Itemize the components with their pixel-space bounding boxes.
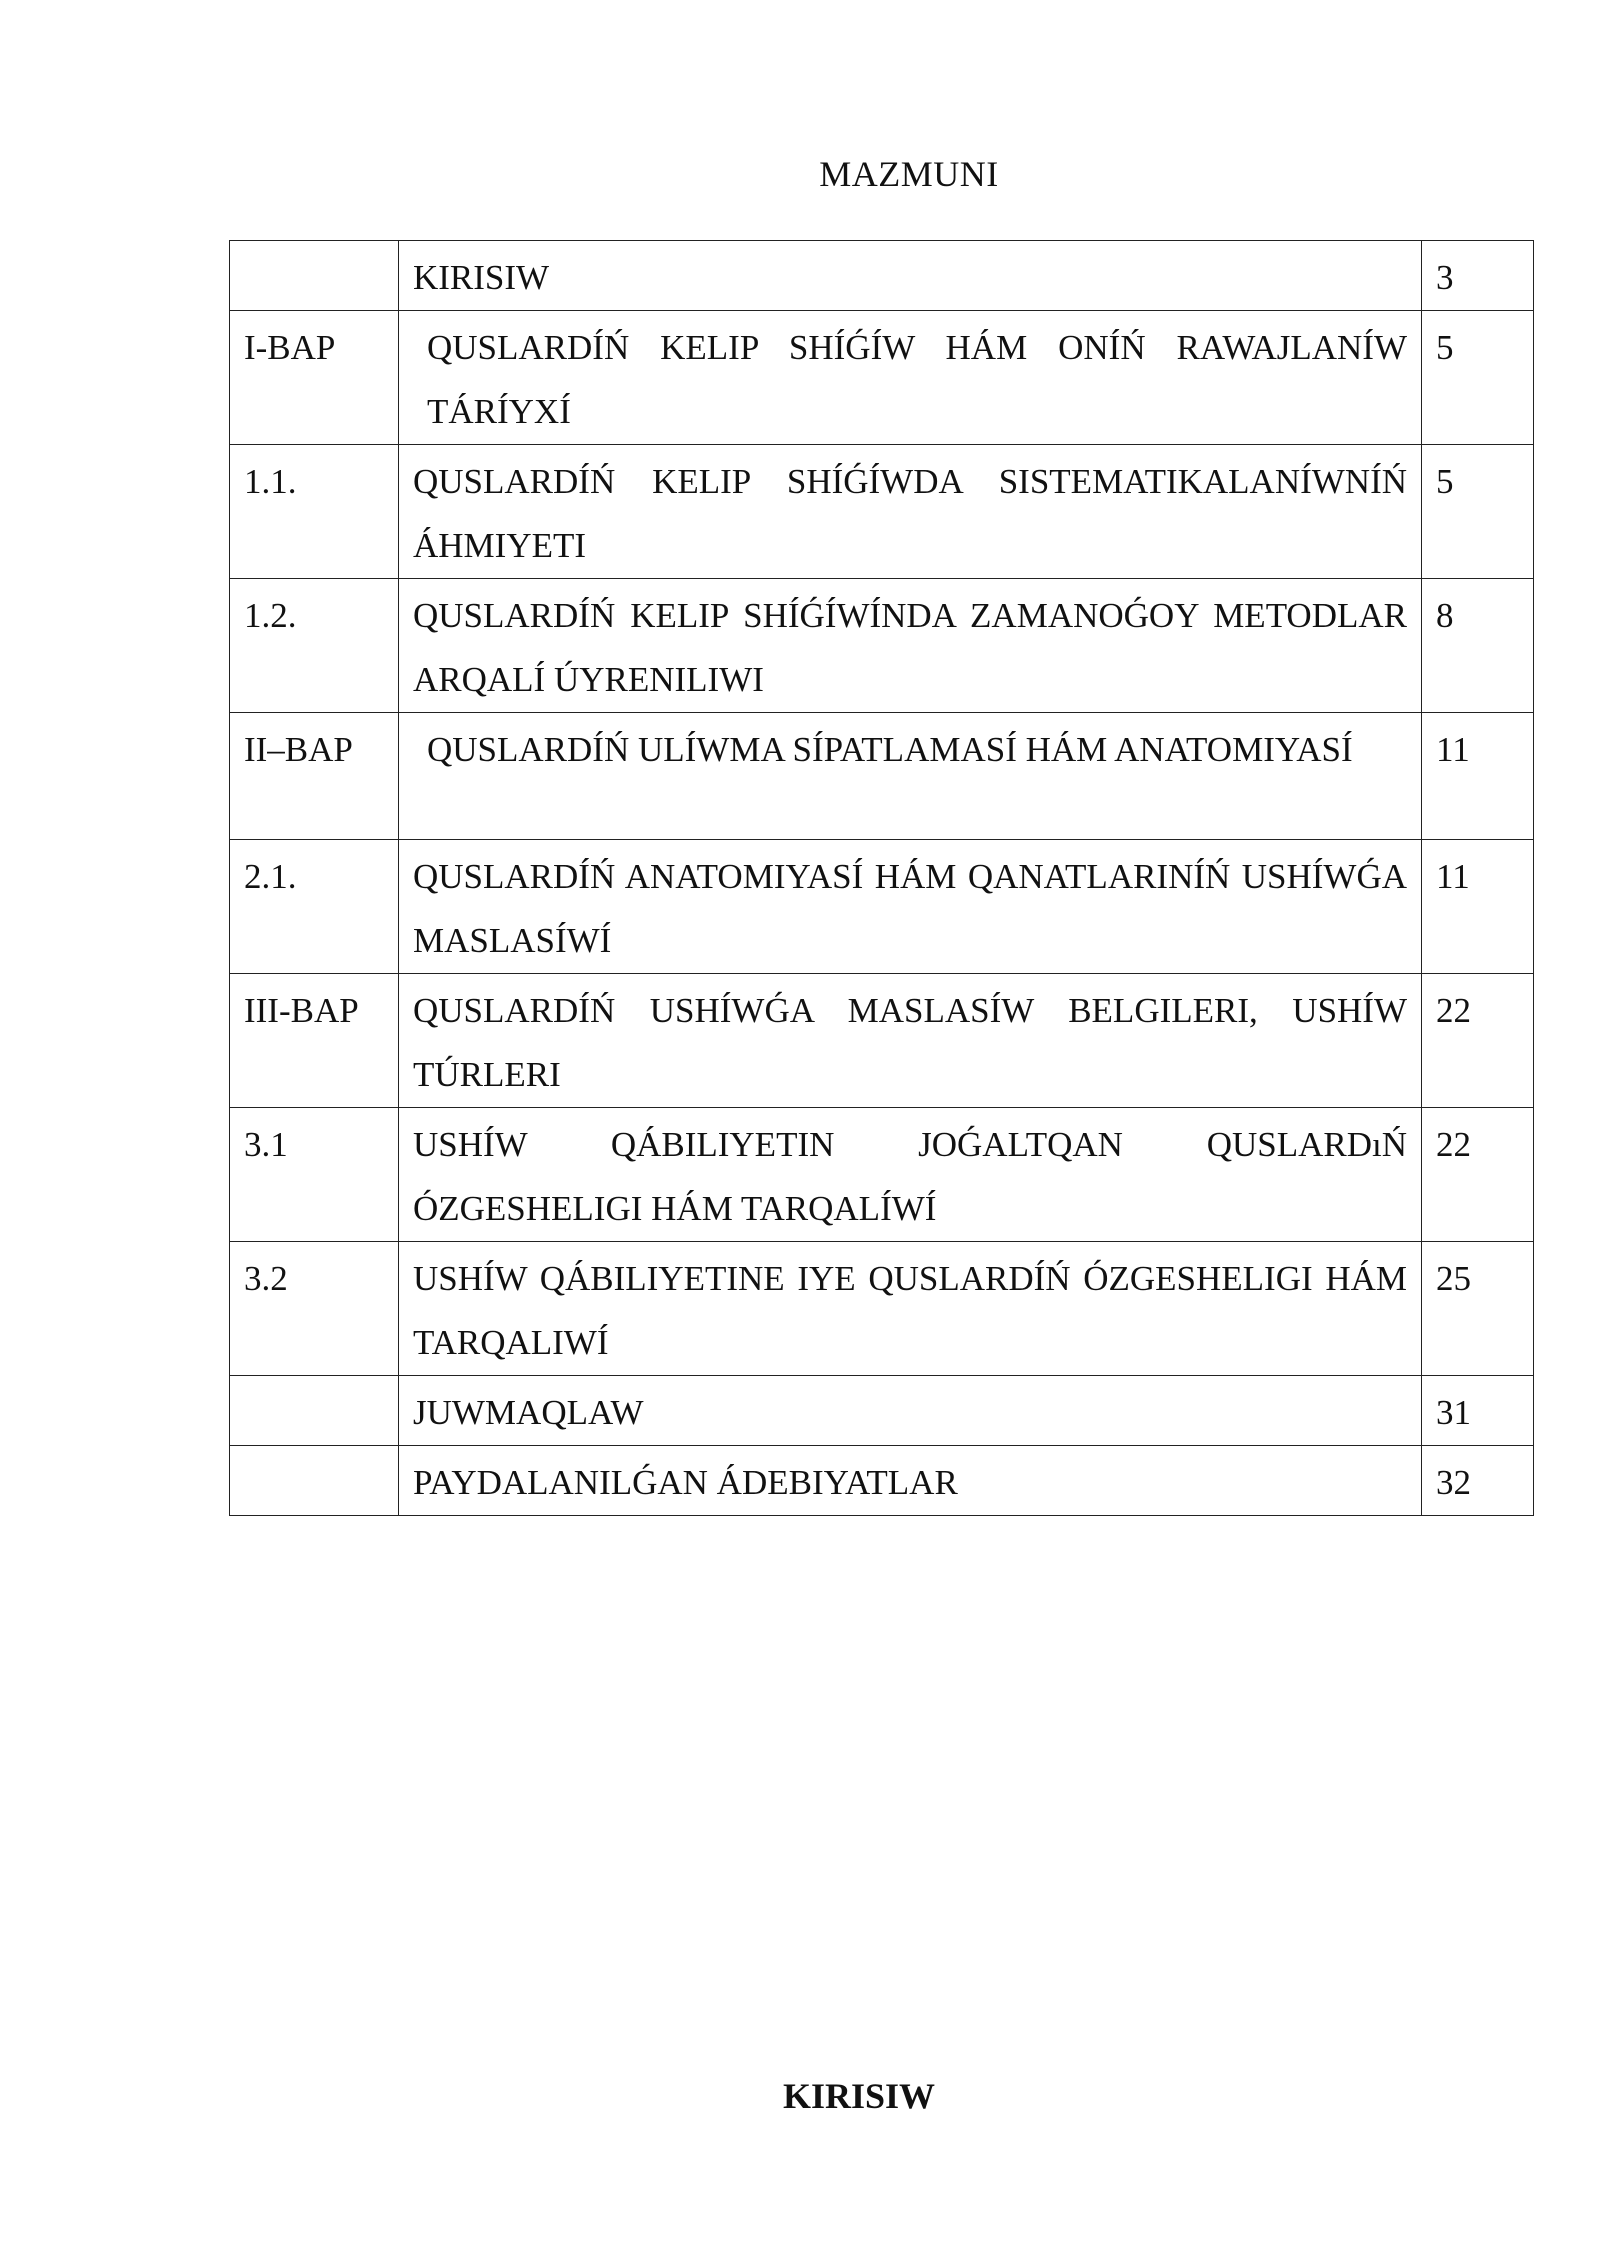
toc-number: 2.1. bbox=[230, 840, 399, 974]
toc-row-introduction bbox=[230, 241, 1534, 311]
toc-title: QUSLARDÍŃ KELIP SHÍǴÍWÍNDA ZAMANOǴOY METODLAR ARQALÍ ÚYRENILIWI bbox=[399, 579, 1422, 713]
toc-number: II–BAP bbox=[230, 713, 399, 840]
toc-row-section-1-1 bbox=[230, 445, 1534, 579]
toc-title: PAYDALANILǴAN ÁDEBIYATLAR bbox=[399, 1446, 1422, 1516]
toc-row-section-3-2 bbox=[230, 1242, 1534, 1376]
toc-number: 1.2. bbox=[230, 579, 399, 713]
toc-title: QUSLARDÍŃ KELIP SHÍǴÍW HÁM ONÍŃ RAWAJLANÍW TÁRÍYXÍ bbox=[399, 311, 1422, 445]
toc-page: 32 bbox=[1422, 1446, 1534, 1516]
page-title: MAZMUNI bbox=[819, 154, 999, 194]
toc-number bbox=[230, 1446, 399, 1516]
toc-page: 11 bbox=[1422, 840, 1534, 974]
toc-row-section-2-1 bbox=[230, 840, 1534, 974]
toc-row-chapter-1 bbox=[230, 311, 1534, 445]
toc-page: 8 bbox=[1422, 579, 1534, 713]
toc-page: 22 bbox=[1422, 974, 1534, 1108]
toc-title: QUSLARDÍŃ ANATOMIYASÍ HÁM QANATLARINÍŃ USHÍWǴA MASLASÍWÍ bbox=[399, 840, 1422, 974]
toc-title: USHÍW QÁBILIYETIN JOǴALTQAN QUSLARDıŃ ÓZGESHELIGI HÁM TARQALÍWÍ bbox=[399, 1108, 1422, 1242]
toc-page: 22 bbox=[1422, 1108, 1534, 1242]
toc-row-conclusion bbox=[230, 1376, 1534, 1446]
toc-page: 5 bbox=[1422, 445, 1534, 579]
toc-page: 5 bbox=[1422, 311, 1534, 445]
toc-title: JUWMAQLAW bbox=[399, 1376, 1422, 1446]
toc-title: KIRISIW bbox=[399, 241, 1422, 311]
toc-number: III-BAP bbox=[230, 974, 399, 1108]
toc-title: USHÍW QÁBILIYETINE IYE QUSLARDÍŃ ÓZGESHELIGI HÁM TARQALIWÍ bbox=[399, 1242, 1422, 1376]
toc-number: 3.2 bbox=[230, 1242, 399, 1376]
toc-title: QUSLARDÍŃ ULÍWMA SÍPATLAMASÍ HÁM ANATOMIYASÍ bbox=[399, 713, 1422, 840]
toc-number bbox=[230, 1376, 399, 1446]
toc-page: 25 bbox=[1422, 1242, 1534, 1376]
toc-title: QUSLARDÍŃ USHÍWǴA MASLASÍW BELGILERI, USHÍW TÚRLERI bbox=[399, 974, 1422, 1108]
toc-page: 11 bbox=[1422, 713, 1534, 840]
section-heading: KIRISIW bbox=[782, 2076, 936, 2116]
toc-row-section-3-1 bbox=[230, 1108, 1534, 1242]
toc-title: QUSLARDÍŃ KELIP SHÍǴÍWDA SISTEMATIKALANÍWNÍŃ ÁHMIYETI bbox=[399, 445, 1422, 579]
toc-row-chapter-3 bbox=[230, 974, 1534, 1108]
toc-page: 3 bbox=[1422, 241, 1534, 311]
toc-number: 3.1 bbox=[230, 1108, 399, 1242]
toc-number: 1.1. bbox=[230, 445, 399, 579]
toc-row-chapter-2 bbox=[230, 713, 1534, 840]
toc-page: 31 bbox=[1422, 1376, 1534, 1446]
table-of-contents bbox=[229, 240, 1534, 1516]
toc-number: I-BAP bbox=[230, 311, 399, 445]
toc-number bbox=[230, 241, 399, 311]
toc-row-references bbox=[230, 1446, 1534, 1516]
toc-row-section-1-2 bbox=[230, 579, 1534, 713]
